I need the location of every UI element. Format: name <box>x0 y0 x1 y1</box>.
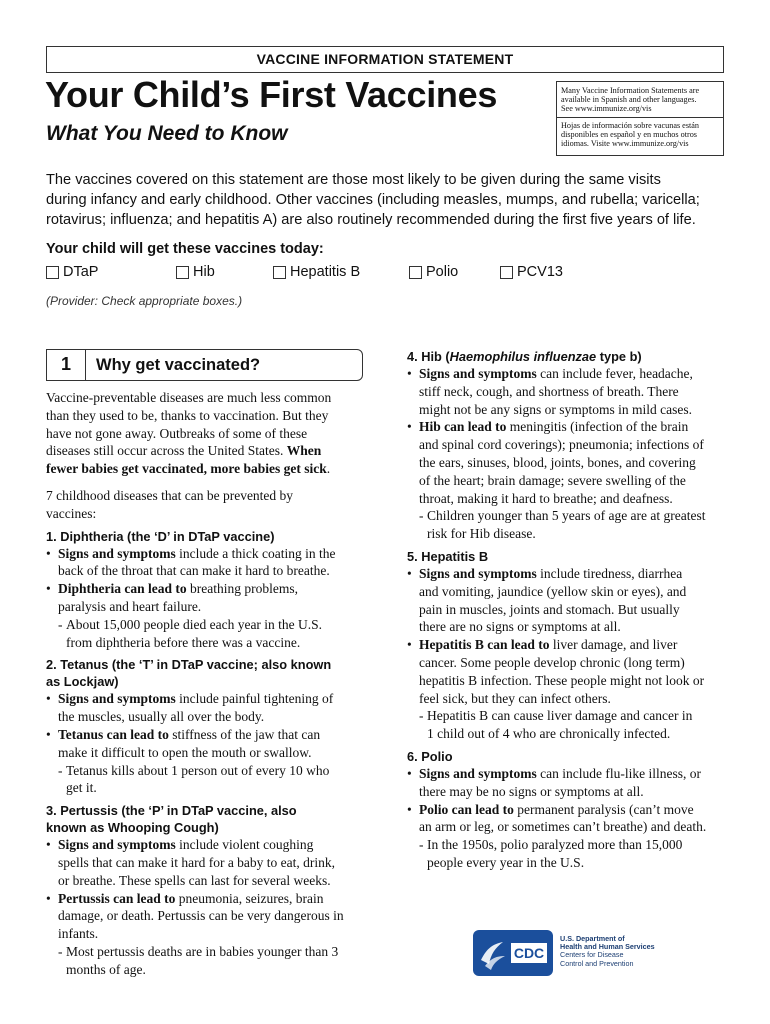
page-title: Your Child’s First Vaccines <box>45 74 498 115</box>
right-column <box>407 348 731 872</box>
checkbox-polio[interactable]: Polio <box>409 264 458 280</box>
language-box-divider <box>557 117 723 118</box>
disease-heading-diphtheria: 1. Diphtheria (the ‘D’ in DTaP vaccine) <box>46 528 275 544</box>
sub-bullet-item: - About 15,000 people died each year in the U.S. from diphtheria before there was a vaccine. <box>58 616 323 650</box>
bullet-item: • Signs and symptoms include violent coughing spells that can make it hard for a baby to eat, drink, or breathe. These spells can last for several weeks. <box>46 837 336 888</box>
intro-paragraph: The vaccines covered on this statement are those most likely to be given during the same visits during infancy and early childhood. Other vaccines (including measles, mumps, and rubella; varicella; rotavirus; influenza; and hepatitis A) are also routinely recommended during the first five years of life. <box>46 172 700 228</box>
bullet-item: • Tetanus can lead to stiffness of the jaw that can make it difficult to open the mouth or swallow. <box>46 726 321 760</box>
sub-bullet-item: - Most pertussis deaths are in babies younger than 3 months of age. <box>58 943 339 977</box>
checkbox-icon[interactable] <box>500 266 513 279</box>
disease-heading-hepatitis-b: 5. Hepatitis B <box>407 548 489 564</box>
provider-note: (Provider: Check appropriate boxes.) <box>46 294 243 308</box>
section-1-header <box>46 349 363 381</box>
sub-bullet-item: - Tetanus kills about 1 person out of every 10 who get it. <box>58 762 330 796</box>
disease-heading-polio: 6. Polio <box>407 748 453 764</box>
bullet-item: • Signs and symptoms can include fever, headache, stiff neck, cough, and shortness of breath. There might not be any signs or symptoms in mild cases. <box>407 366 693 417</box>
checkbox-icon[interactable] <box>46 266 59 279</box>
checkbox-icon[interactable] <box>176 266 189 279</box>
vaccine-checkbox-row <box>46 264 746 286</box>
section-title: Why get vaccinated? <box>96 355 261 374</box>
sub-bullet-item: - In the 1950s, polio paralyzed more than 15,000 people every year in the U.S. <box>419 837 683 870</box>
language-note-spanish: Hojas de información sobre vacunas están disponibles en español y en muchos otros idiomas. Visite www.immunize.org/vis <box>561 120 700 149</box>
checkbox-hepatitis-b[interactable]: Hepatitis B <box>273 264 360 280</box>
disease-heading-tetanus: 2. Tetanus (the ‘T’ in DTaP vaccine; also known as Lockjaw) <box>46 657 332 690</box>
sub-bullet-item: - Children younger than 5 years of age are at greatest risk for Hib disease. <box>419 508 706 542</box>
bullet-item: • Pertussis can lead to pneumonia, seizures, brain damage, or death. Pertussis can be very dangerous in infants. <box>46 890 344 942</box>
vis-header-bar: VACCINE INFORMATION STATEMENT <box>46 46 724 73</box>
sub-bullet-item: - Hepatitis B can cause liver damage and cancer in 1 child out of 4 who are chronically infected. <box>419 708 693 742</box>
bullet-item: • Polio can lead to permanent paralysis (can’t move an arm or leg, or sometimes can’t breathe) and death. <box>407 801 707 835</box>
vaccines-today-heading: Your child will get these vaccines today: <box>46 241 324 257</box>
checkbox-pcv13[interactable]: PCV13 <box>500 264 563 280</box>
checkbox-icon[interactable] <box>273 266 286 279</box>
bullet-item: • Hepatitis B can lead to liver damage, and liver cancer. Some people develop chronic (long term) hepatitis B infection. These people might not look or feel sick, but they can infect others. <box>407 637 705 706</box>
bullet-item: • Signs and symptoms include painful tightening of the muscles, usually all over the body. <box>46 691 334 725</box>
diseases-intro: 7 childhood diseases that can be prevented by vaccines: <box>46 487 294 521</box>
hhs-cdc-text: U.S. Department of Health and Human Services Centers for Disease Control and Prevention <box>560 934 655 968</box>
why-vaccinate-paragraph: Vaccine-preventable diseases are much less common than they used to be, thanks to vaccination. But they have not gone away. Outbreaks of some of these diseases still occur across the United States. When fewer babies get vaccinated, more babies get sick. <box>46 390 332 477</box>
left-column <box>46 389 366 979</box>
section-number: 1 <box>47 350 86 380</box>
hhs-cdc-logo <box>473 930 553 976</box>
language-note-english: Many Vaccine Information Statements are available in Spanish and other languages. See www.immunize.org/vis <box>561 86 700 114</box>
disease-heading-pertussis: 3. Pertussis (the ‘P’ in DTaP vaccine, also known as Whooping Cough) <box>46 803 297 836</box>
checkbox-hib[interactable]: Hib <box>176 264 215 280</box>
checkbox-icon[interactable] <box>409 266 422 279</box>
bullet-item: • Diphtheria can lead to breathing problems, paralysis and heart failure. <box>46 581 298 614</box>
bullet-item: • Hib can lead to meningitis (infection of the brain and spinal cord coverings); pneumonia; infections of the ears, sinuses, blood, joints, bones, and covering of the heart; brain damage; severe swelling of the throat, making it hard to breathe; and deafness. <box>407 419 704 506</box>
page-subtitle: What You Need to Know <box>46 122 288 145</box>
bullet-item: • Signs and symptoms include a thick coating in the back of the throat that can make it hard to breathe. <box>46 545 336 579</box>
bullet-item: • Signs and symptoms can include flu-like illness, or there may be no signs or symptoms at all. <box>407 765 701 799</box>
disease-heading-hib: 4. Hib (Haemophilus influenzae type b) <box>407 349 642 364</box>
cdc-logo-text: CDC <box>513 945 545 961</box>
bullet-item: • Signs and symptoms include tiredness, diarrhea and vomiting, jaundice (yellow skin or eyes), and pain in muscles, joints and stomach. But usually there are no signs or symptoms at all. <box>407 565 687 635</box>
checkbox-dtap[interactable]: DTaP <box>46 264 98 280</box>
language-availability-box <box>556 81 724 156</box>
